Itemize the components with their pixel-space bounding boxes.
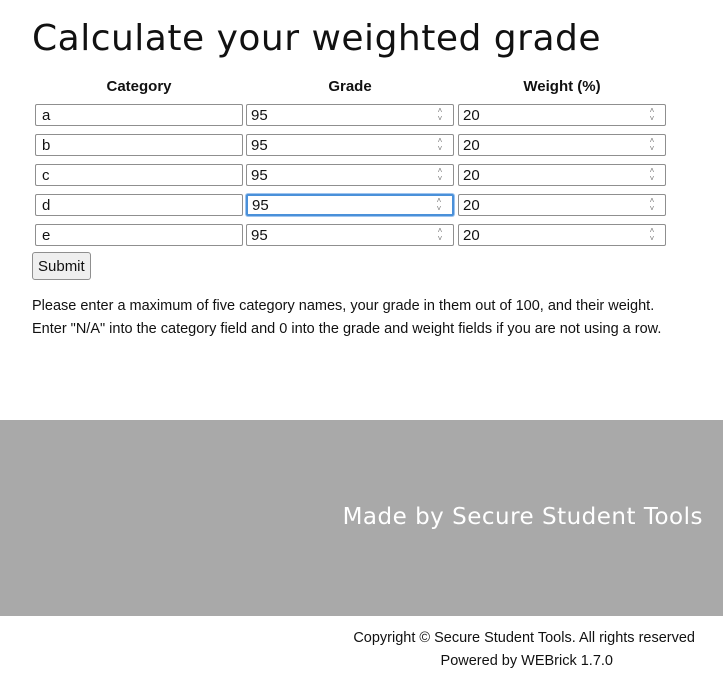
weight-spinner-2-icon[interactable]: ˄ ˅: [649, 136, 655, 153]
weight-input-4[interactable]: [458, 194, 666, 216]
category-input-2[interactable]: [35, 134, 243, 156]
weight-value-1: 20: [463, 106, 480, 124]
grade-value-5: 95: [251, 226, 268, 244]
weight-header: Weight (%): [523, 78, 601, 95]
grade-input-5[interactable]: [246, 224, 454, 246]
category-input-4[interactable]: [35, 194, 243, 216]
grade-row-e: [32, 222, 672, 252]
grade-input-4[interactable]: [246, 194, 454, 216]
weight-spinner-5-icon[interactable]: ˄ ˅: [649, 226, 655, 243]
grade-spinner-5-icon[interactable]: ˄ ˅: [437, 226, 443, 243]
webrick-link[interactable]: WEBrick 1.7.0: [521, 653, 613, 669]
powered-by-label: Powered by: [440, 653, 518, 669]
category-input-3[interactable]: [35, 164, 243, 186]
weight-input-5[interactable]: [458, 224, 666, 246]
weight-input-2[interactable]: [458, 134, 666, 156]
weight-value-2: 20: [463, 136, 480, 154]
grade-value-2: 95: [251, 136, 268, 154]
category-input-1[interactable]: [35, 104, 243, 126]
grade-row-b: [32, 132, 672, 162]
submit-button[interactable]: Submit: [32, 252, 91, 280]
grade-spinner-2-icon[interactable]: ˄ ˅: [437, 136, 443, 153]
grade-input-2[interactable]: [246, 134, 454, 156]
weight-value-3: 20: [463, 166, 480, 184]
page-title: Calculate your weighted grade: [32, 18, 602, 59]
grade-spinner-1-icon[interactable]: ˄ ˅: [437, 106, 443, 123]
category-header: Category: [106, 78, 172, 95]
category-input-5[interactable]: [35, 224, 243, 246]
grade-header: Grade: [328, 78, 372, 95]
weight-value-5: 20: [463, 226, 480, 244]
weight-spinner-1-icon[interactable]: ˄ ˅: [649, 106, 655, 123]
grade-input-1[interactable]: [246, 104, 454, 126]
grade-form: [32, 78, 672, 275]
instructions-text: Please enter a maximum of five category names, your grade in them out of 100, and their weight. Enter "N/A" into the category field and 0 into the grade and weight fields if you are not using a row.: [32, 298, 662, 337]
grade-input-3[interactable]: [246, 164, 454, 186]
grade-row-d: [32, 192, 672, 222]
footer-band: [0, 420, 723, 616]
grade-row-c: [32, 162, 672, 192]
made-by-text: Made by Secure Student Tools: [342, 504, 703, 530]
grade-spinner-4-icon[interactable]: ˄ ˅: [436, 196, 442, 213]
grade-value-3: 95: [251, 166, 268, 184]
weight-spinner-4-icon[interactable]: ˄ ˅: [649, 196, 655, 213]
weight-input-1[interactable]: [458, 104, 666, 126]
copyright-text: Copyright © Secure Student Tools. All rights reserved: [353, 630, 695, 646]
grade-value-4: 95: [252, 196, 269, 214]
weight-value-4: 20: [463, 196, 480, 214]
weight-input-3[interactable]: [458, 164, 666, 186]
grade-spinner-3-icon[interactable]: ˄ ˅: [437, 166, 443, 183]
powered-by: [441, 653, 613, 669]
grade-row-a: [32, 102, 672, 132]
table-header-row: [32, 78, 672, 102]
grade-value-1: 95: [251, 106, 268, 124]
weight-spinner-3-icon[interactable]: ˄ ˅: [649, 166, 655, 183]
